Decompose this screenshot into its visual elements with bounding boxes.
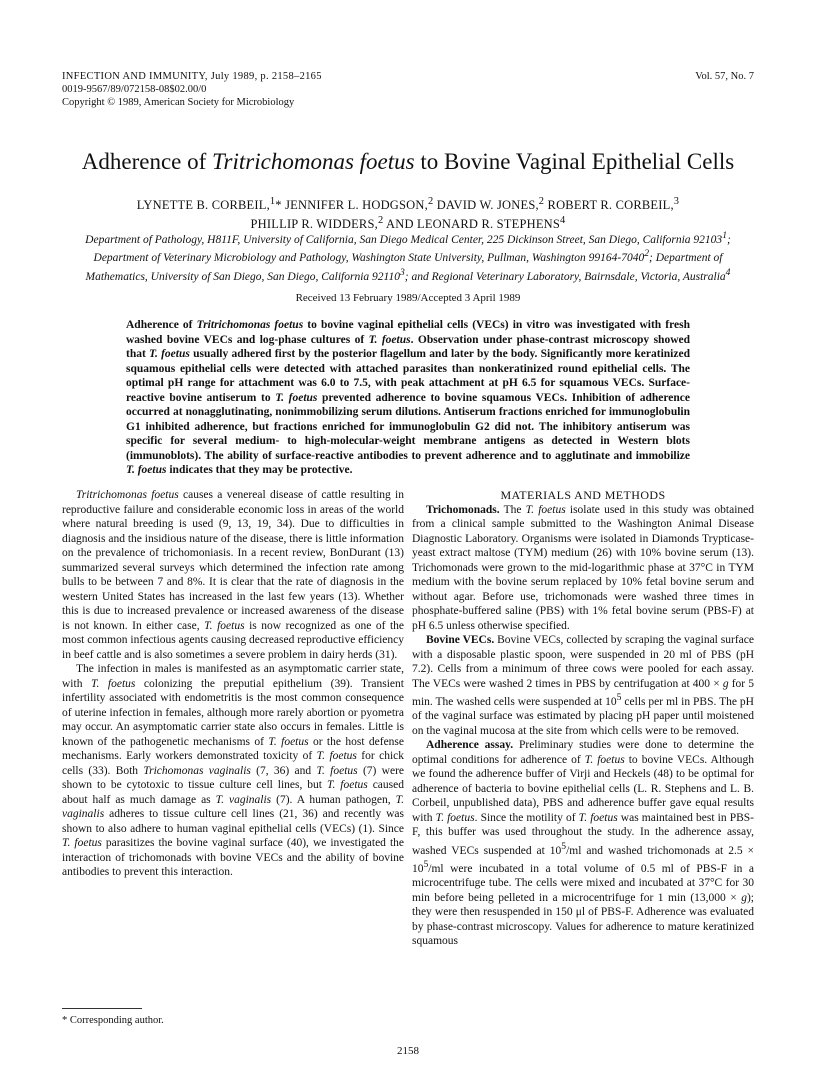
page-number: 2158	[397, 1045, 419, 1057]
running-header	[62, 70, 754, 109]
author-list: LYNETTE B. CORBEIL,$^1$* JENNIFER L. HODGSON,$^2$ DAVID W. JONES,$^2$ ROBERT R. CORBEIL,$^3$ PHILLIP R. WIDDERS,$^2$ AND LEONARD R. STEPHENS$^4$	[136, 196, 680, 232]
article-title: Adherence of Tritrichomonas foetus to Bovine Vaginal Epithelial Cells	[81, 149, 735, 175]
left-column	[62, 488, 404, 880]
journal-citation: INFECTION AND IMMUNITY, July 1989, p. 2158–2165	[62, 71, 322, 82]
methods-bovine-vecs: Bovine VECs. Bovine VECs, collected by scraping the vaginal surface with a disposable plastic spoon, were suspended in 20 ml of PBS (pH 7.2). Cells from a minimum of three cows were pooled for each assay. The VECs were washed 2 times in PBS by centrifugation at 400 × g for 5 min. The washed cells were suspended at $10^5$ cells per ml in PBS. The pH of the vaginal surface was estimated by placing pH paper until moistened on the vaginal mucosa at the site from which cells were to be removed.	[412, 634, 754, 737]
copyright-line: Copyright © 1989, American Society for Microbiology	[62, 97, 295, 108]
volume-issue: Vol. 57, No. 7	[695, 71, 754, 82]
right-column	[412, 488, 754, 949]
footnote: * Corresponding author.	[62, 1015, 164, 1026]
methods-adherence-assay: Adherence assay. Preliminary studies were done to determine the optimal conditions for adherence of T. foetus to bovine VECs. Although we found the adherence buffer of Virji and Heckels (48) to be optimal for adherence of bacteria to bovine epithelial cells (L. R. Stephens and L. B. Corbeil, unpublished data), PBS and adherence buffer gave equal results with T. foetus. Since the motility of T. foetus was maintained best in PBS-F, this buffer was used throughout the study. In the adherence assay, washed VECs suspended at $10^5/ml$ and washed trichomonads at $2.5 \times 10^5/ml$ were incubated in a total volume of 0.5 ml of PBS-F in a microcentrifuge tube. The cells were mixed and incubated at 37°C for 30 min before being pelleted in a microcentrifuge for 1 min (13,000 × g); they were then resuspended in 150 μl of PBS-F. Adherence was evaluated by phase-contrast microscopy. Values for adherence to mature keratinized squamous	[412, 739, 755, 948]
abstract: Adherence of Tritrichomonas foetus to bovine vaginal epithelial cells (VECs) in vitro was investigated with fresh washed bovine VECs and log-phase cultures of T. foetus. Observation under phase-contrast microscopy showed that T. foetus usually adhered first by the posterior flagellum and later by the body. Significantly more keratinized squamous epithelial cells were detected with attached parasites than nonkeratinized round epithelial cells. The optimal pH range for attachment was 6.0 to 7.5, with peak attachment at pH 6.5 for squamous VECs. Surface-reactive bovine antiserum to T. foetus prevented adherence to bovine squamous VECs. Inhibition of adherence occurred at nonagglutinating, nonimmobilizing serum dilutions. Antiserum fractions enriched for immunoglobulin G1 inhibited adherence, but fractions enriched for immunoglobulin G2 did not. The inhibitory antiserum was specific for several medium- to high-molecular-weight membrane antigens as detected in Western blots (immunoblots). The ability of surface-reactive antibodies to prevent adherence and to agglutinate and immobilize T. foetus indicates that they may be protective.	[126, 319, 691, 476]
affiliations: Department of Pathology, H811F, University of California, San Diego Medical Center, 225 Dickinson Street, San Diego, California 92103$^1$; Department of Veterinary Microbiology and Pathology, Washington State University, Pullman, Washington 99164-7040$^2$; Department of Mathematics, University of San Diego, San Diego, California 92110$^3$; and Regional Veterinary Laboratory, Bairnsdale, Victoria, Australia$^4$	[85, 230, 731, 283]
section-heading: MATERIALS AND METHODS	[500, 488, 666, 502]
received-dates: Received 13 February 1989/Accepted 3 April 1989	[295, 292, 521, 304]
article-code: 0019-9567/89/072158-08$02.00/0	[62, 84, 207, 95]
intro-paragraph-1: Tritrichomonas foetus causes a venereal disease of cattle resulting in reproductive failure and considerable economic loss in areas of the world where natural breeding is used (9, 13, 19, 34). Due to difficulties in diagnosis and the insidious nature of the disease, there is little information on the prevalence of trichomoniasis. In a recent review, BonDurant (13) summarized several surveys which determined the infection rate among bulls to be between 7 and 8%. It is clear that the rate of diagnosis in the western United States has increased in the last few years (13). Whether this is due to increased prevalence or increased awareness of the disease is not known. In either case, T. foetus is now recognized as one of the most common infectious agents causing decreased reproductive efficiency in beef cattle and is also sometimes a severe problem in dairy herds (31).	[62, 489, 404, 661]
intro-paragraph-2: The infection in males is manifested as an asymptomatic carrier state, with T. foetus colonizing the preputial epithelium (39). Transient infertility associated with endometritis is the most common consequence of uterine infection in females, although more rarely abortion or pyometra may occur. An asymptomatic carrier state also occurs in females. Little is known of the pathogenetic mechanisms of T. foetus or the host defense mechanisms. Early workers demonstrated toxicity of T. foetus for chick cells (33). Both Trichomonas vaginalis (7, 36) and T. foetus (7) were shown to be cytotoxic to tissue culture cell lines, but T. foetus caused about half as much damage as T. vaginalis (7). A human pathogen, T. vaginalis adheres to tissue culture cell lines (21, 36) and recently was shown to also adhere to human vaginal epithelial cells (VECs) (1). Since T. foetus parasitizes the bovine vaginal surface (40), we investigated the interaction of trichomonads with bovine VECs and the ability of bovine antibodies to prevent this interaction.	[62, 663, 405, 878]
footnote-rule	[62, 1008, 142, 1009]
methods-trichomonads: Trichomonads. The T. foetus isolate used in this study was obtained from a clinical sample submitted to the Washington Animal Disease Diagnostic Laboratory. Organisms were isolated in Diamonds Trypticase-yeast extract maltose (TYM) medium (26) with 10% bovine serum (13). Trichomonads were grown to the mid-logarithmic phase at 37°C in TYM medium with the bovine serum replaced by 10% fetal bovine serum and without agar. Before use, trichomonads were washed three times in phosphate-buffered saline (PBS) with 1% fetal bovine serum (PBS-F) at pH 6.5 unless otherwise specified.	[412, 503, 755, 632]
